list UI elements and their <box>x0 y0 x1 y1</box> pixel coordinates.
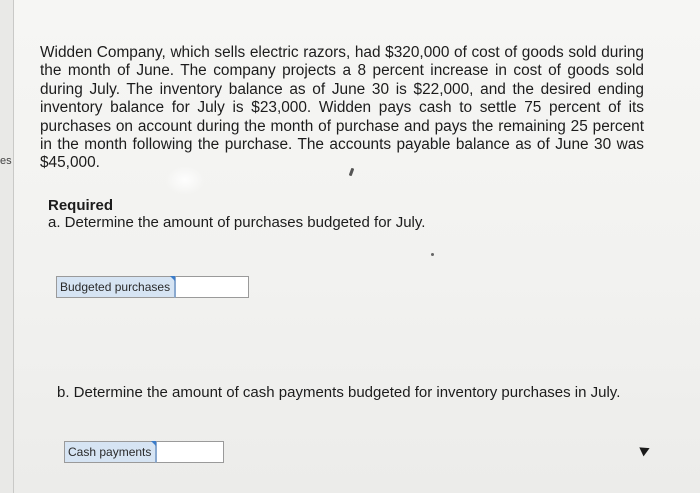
question-b: b. Determine the amount of cash payments budgeted for inventory purchases in July. <box>57 384 621 401</box>
cash-payments-input[interactable] <box>155 441 224 463</box>
budgeted-purchases-label: Budgeted purchases <box>56 276 174 298</box>
cash-payments-row <box>64 441 224 463</box>
cash-payments-label: Cash payments <box>64 441 155 463</box>
dot-mark <box>431 253 434 256</box>
side-panel-fragment-text: es <box>0 155 12 167</box>
problem-statement: Widden Company, which sells electric razors, had $320,000 of cost of goods sold during the month of June. The company projects a 8 percent increase in cost of goods sold during July. The inventory balance as of June 30 is $22,000, and the desired ending inventory balance for July is $23,000. Widden pays cash to settle 75 percent of its purchases on account during the month of purchase and pays the remaining 25 percent in the month following the purchase. The accounts payable balance as of June 30 was $45,000. <box>40 44 644 172</box>
budgeted-purchases-input[interactable] <box>174 276 249 298</box>
budgeted-purchases-row <box>56 276 249 298</box>
left-side-panel <box>0 0 14 493</box>
question-a: a. Determine the amount of purchases budgeted for July. <box>48 214 426 231</box>
required-heading: Required <box>48 197 114 214</box>
